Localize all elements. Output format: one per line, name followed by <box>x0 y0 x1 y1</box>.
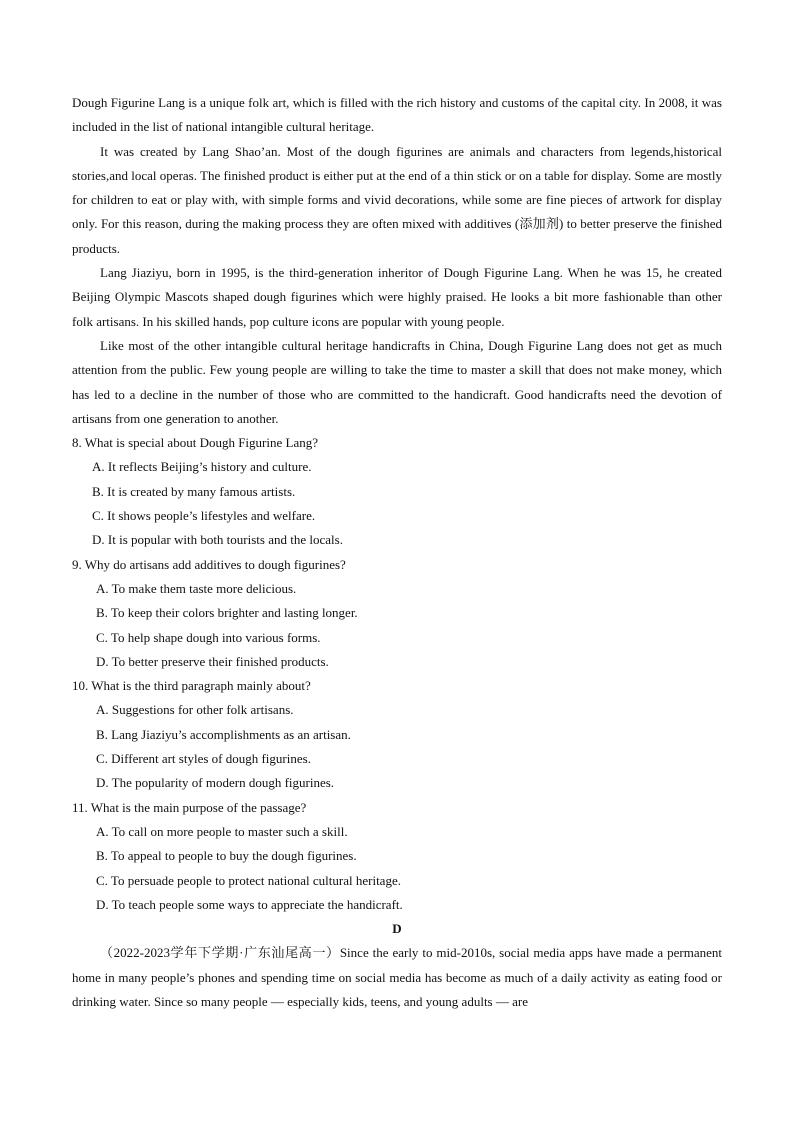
passage-paragraph-3: Lang Jiaziyu, born in 1995, is the third-generation inheritor of Dough Figurine Lang. When he was 15, he created Beijing Olympic Mascots shaped dough figurines which were highly praised. He looks a bit more fashionable than other folk artisans. In his skilled hands, pop culture icons are popular with young people. <box>72 265 722 329</box>
option-d: D. The popularity of modern dough figurines. <box>96 775 335 791</box>
option-b: B. To appeal to people to buy the dough figurines. <box>96 848 357 864</box>
passage-paragraph-4: Like most of the other intangible cultural heritage handicrafts in China, Dough Figurine Lang does not get as much attention from the public. Few young people are willing to take the time to master a skill that does not make money, which has led to a decline in the number of those who are committed to the handicraft. Good handicrafts need the devotion of artisans from one generation to another. <box>72 337 722 426</box>
question-stem: 11. What is the main purpose of the passage? <box>72 799 307 815</box>
option-b: B. To keep their colors brighter and lasting longer. <box>96 605 358 621</box>
question-10 <box>72 674 722 795</box>
section-heading: D <box>392 921 402 937</box>
option-c: C. To persuade people to protect national cultural heritage. <box>96 872 401 888</box>
option-a: A. Suggestions for other folk artisans. <box>96 702 294 718</box>
option-c: C. It shows people’s lifestyles and welfare. <box>92 508 316 524</box>
option-c: C. Different art styles of dough figurines. <box>96 751 311 767</box>
question-stem: 8. What is special about Dough Figurine Lang? <box>72 435 318 451</box>
option-b: B. It is created by many famous artists. <box>92 483 296 499</box>
section-d-intro: （2022-2023学年下学期·广东汕尾高一）Since the early to mid-2010s, social media apps have made a permanent home in many people’s phones and spending time on social media has become as much of a daily activity as eating food or drinking water. Since so many people — especially kids, teens, and young adults — are <box>72 945 722 1009</box>
passage-paragraph-2: It was created by Lang Shao’an. Most of the dough figurines are animals and characters from legends,historical stories,and local operas. The finished product is either put at the end of a thin stick or on a table for display. Some are mostly for children to eat or play with, with simple forms and vivid decorations, while some are fine pieces of artwork for display only. For this reason, during the making process they are often mixed with additives (添加剂) to better preserve the finished products. <box>72 143 722 256</box>
option-a: A. To call on more people to master such a skill. <box>96 823 348 839</box>
option-d: D. To better preserve their finished products. <box>96 653 329 669</box>
option-d: D. To teach people some ways to appreciate the handicraft. <box>96 896 403 912</box>
question-stem: 10. What is the third paragraph mainly about? <box>72 678 311 694</box>
option-d: D. It is popular with both tourists and the locals. <box>92 532 343 548</box>
option-a: A. To make them taste more delicious. <box>96 580 297 596</box>
passage-paragraph-1: Dough Figurine Lang is a unique folk art, which is filled with the rich history and customs of the capital city. In 2008, it was included in the list of national intangible cultural heritage. <box>72 95 722 135</box>
question-11 <box>72 796 722 917</box>
question-stem: 9. Why do artisans add additives to dough figurines? <box>72 556 346 572</box>
question-8 <box>72 431 722 552</box>
option-b: B. Lang Jiaziyu’s accomplishments as an artisan. <box>96 726 351 742</box>
document-page <box>72 91 722 1014</box>
option-a: A. It reflects Beijing’s history and culture. <box>92 459 312 475</box>
question-9 <box>72 553 722 674</box>
option-c: C. To help shape dough into various forms. <box>96 629 321 645</box>
